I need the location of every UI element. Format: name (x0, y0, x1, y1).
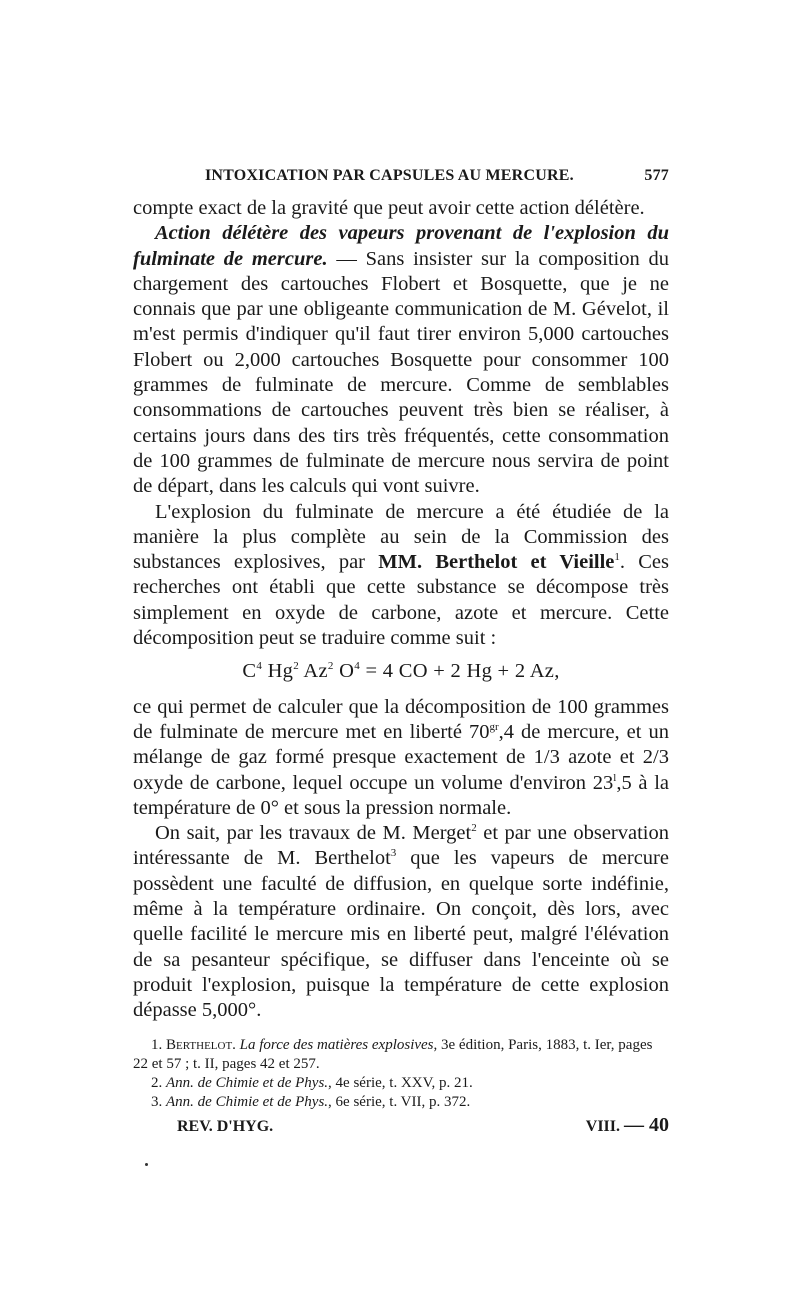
footnote-1 (133, 1036, 669, 1074)
formula-rest: = 4 CO + 2 Hg + 2 Az, (360, 660, 560, 683)
footnote-2-rest: , 4e série, t. XXV, p. 21. (328, 1075, 473, 1091)
paragraph-4-text-b: ,4 de mercure, et un mélange de gaz formé presque exactement de 1/3 azote et 2/3 oxyde de carbone, lequel occupe un volume d'environ 23 (133, 720, 669, 794)
formula-hg: Hg (262, 660, 294, 683)
page-number: 577 (644, 167, 669, 184)
formula-az-sup: 2 (327, 660, 334, 673)
formula-c-sup: 4 (256, 660, 263, 673)
paragraph-3-text-b: . Ces recherches ont établi que cette substance se décompose très simplement en oxyde de carbone, azote et mercure. Cette décomposition peut se traduire comme suit : (133, 551, 669, 650)
journal-signature: REV. D'HYG. (177, 1118, 274, 1135)
paragraph-4-text-c: ,5 à la température de 0° et sous la pression normale. (133, 771, 669, 819)
footnote-3 (133, 1093, 669, 1112)
paragraph-4-text-a: ce qui permet de calculer que la décomposition de 100 grammes de fulminate de mercure met en liberté 70 (133, 695, 669, 743)
unit-l: l (613, 771, 617, 784)
running-header (133, 167, 669, 185)
paragraph-5-text-a: On sait, par les travaux de M. Merget (155, 822, 472, 845)
unit-gr: gr (489, 721, 499, 734)
volume-label: VIII. (585, 1118, 620, 1135)
paragraph-3-authors: MM. Berthelot et Vieille (378, 551, 615, 574)
document-page (133, 0, 669, 1304)
footnote-3-rest: , 6e série, t. VII, p. 372. (328, 1094, 471, 1110)
section-heading: Action délétère des vapeurs provenant de l'explosion du fulminate de mercure. (133, 222, 669, 270)
paragraph-5-text-c: que les vapeurs de mercure possèdent une faculté de diffusion, en quelque sorte indéfinie, même à la température ordinaire. On conçoit, dès lors, avec quelle facilité le mercure mis en liberté peut, malgré l'élévation de sa pesanteur spécifique, se diffuser dans l'enceinte où se produit l'explosion, puisque la température de cette explosion dépasse 5,000°. (133, 847, 669, 1022)
footnote-2 (133, 1074, 669, 1093)
footnote-1-author: Berthelot. (166, 1037, 236, 1053)
footnote-2-title: Ann. de Chimie et de Phys. (166, 1075, 329, 1091)
paragraph-4 (133, 695, 669, 821)
sheet-number: — 40 (624, 1114, 669, 1136)
footnote-ref-3: 3 (390, 847, 397, 860)
chemical-formula (133, 659, 669, 684)
footnote-ref-1: 1 (614, 551, 620, 564)
formula-az: Az (299, 660, 328, 683)
paragraph-2 (133, 221, 669, 499)
paragraph-5 (133, 821, 669, 1023)
paragraph-5-text-b: et par une observation intéressante de M. Berthelot (133, 822, 669, 870)
formula-o: O (333, 660, 355, 683)
signature-line (177, 1114, 669, 1137)
footnotes (133, 1036, 669, 1112)
volume-signature (586, 1114, 669, 1137)
stray-mark (145, 1163, 148, 1166)
formula-o-sup: 4 (354, 660, 361, 673)
paragraph-3 (133, 500, 669, 652)
paragraph-1: compte exact de la gravité que peut avoir cette action délétère. (133, 197, 645, 219)
formula-c: C (242, 660, 257, 683)
paragraph-3-text-a: L'explosion du fulminate de mercure a été étudiée de la manière la plus complète au sein de la Commission des substances explosives, par (133, 500, 669, 574)
footnote-ref-2: 2 (471, 822, 477, 835)
footnote-3-title: Ann. de Chimie et de Phys. (166, 1094, 329, 1110)
footnote-1-rest: , 3e édition, Paris, 1883, t. Ier, pages 22 et 57 ; t. II, pages 42 et 257. (133, 1037, 653, 1072)
paragraph-2-body: — Sans insister sur la composition du chargement des cartouches Flobert et Bosquette, que je ne connais que par une obligeante communication de M. Gévelot, il m'est permis d'indiquer qu'il faut tirer environ 5,000 cartouches Flobert ou 2,000 cartouches Bosquette pour consommer 100 grammes de fulminate de mercure. Comme de semblables consommations de cartouches peuvent très bien se réaliser, à certains jours dans des tirs très fréquentés, cette consommation de 100 grammes de fulminate de mercure nous servira de point de départ, dans les calculs qui vont suivre. (133, 247, 669, 498)
footnote-1-number: 1. (151, 1037, 163, 1053)
running-title: INTOXICATION PAR CAPSULES AU MERCURE. (205, 167, 574, 184)
footnote-2-number: 2. (151, 1075, 163, 1091)
body-text (133, 196, 669, 1024)
formula-hg-sup: 2 (293, 660, 300, 673)
footnote-1-title: La force des matières explosives (239, 1037, 434, 1053)
footnote-3-number: 3. (151, 1094, 163, 1110)
